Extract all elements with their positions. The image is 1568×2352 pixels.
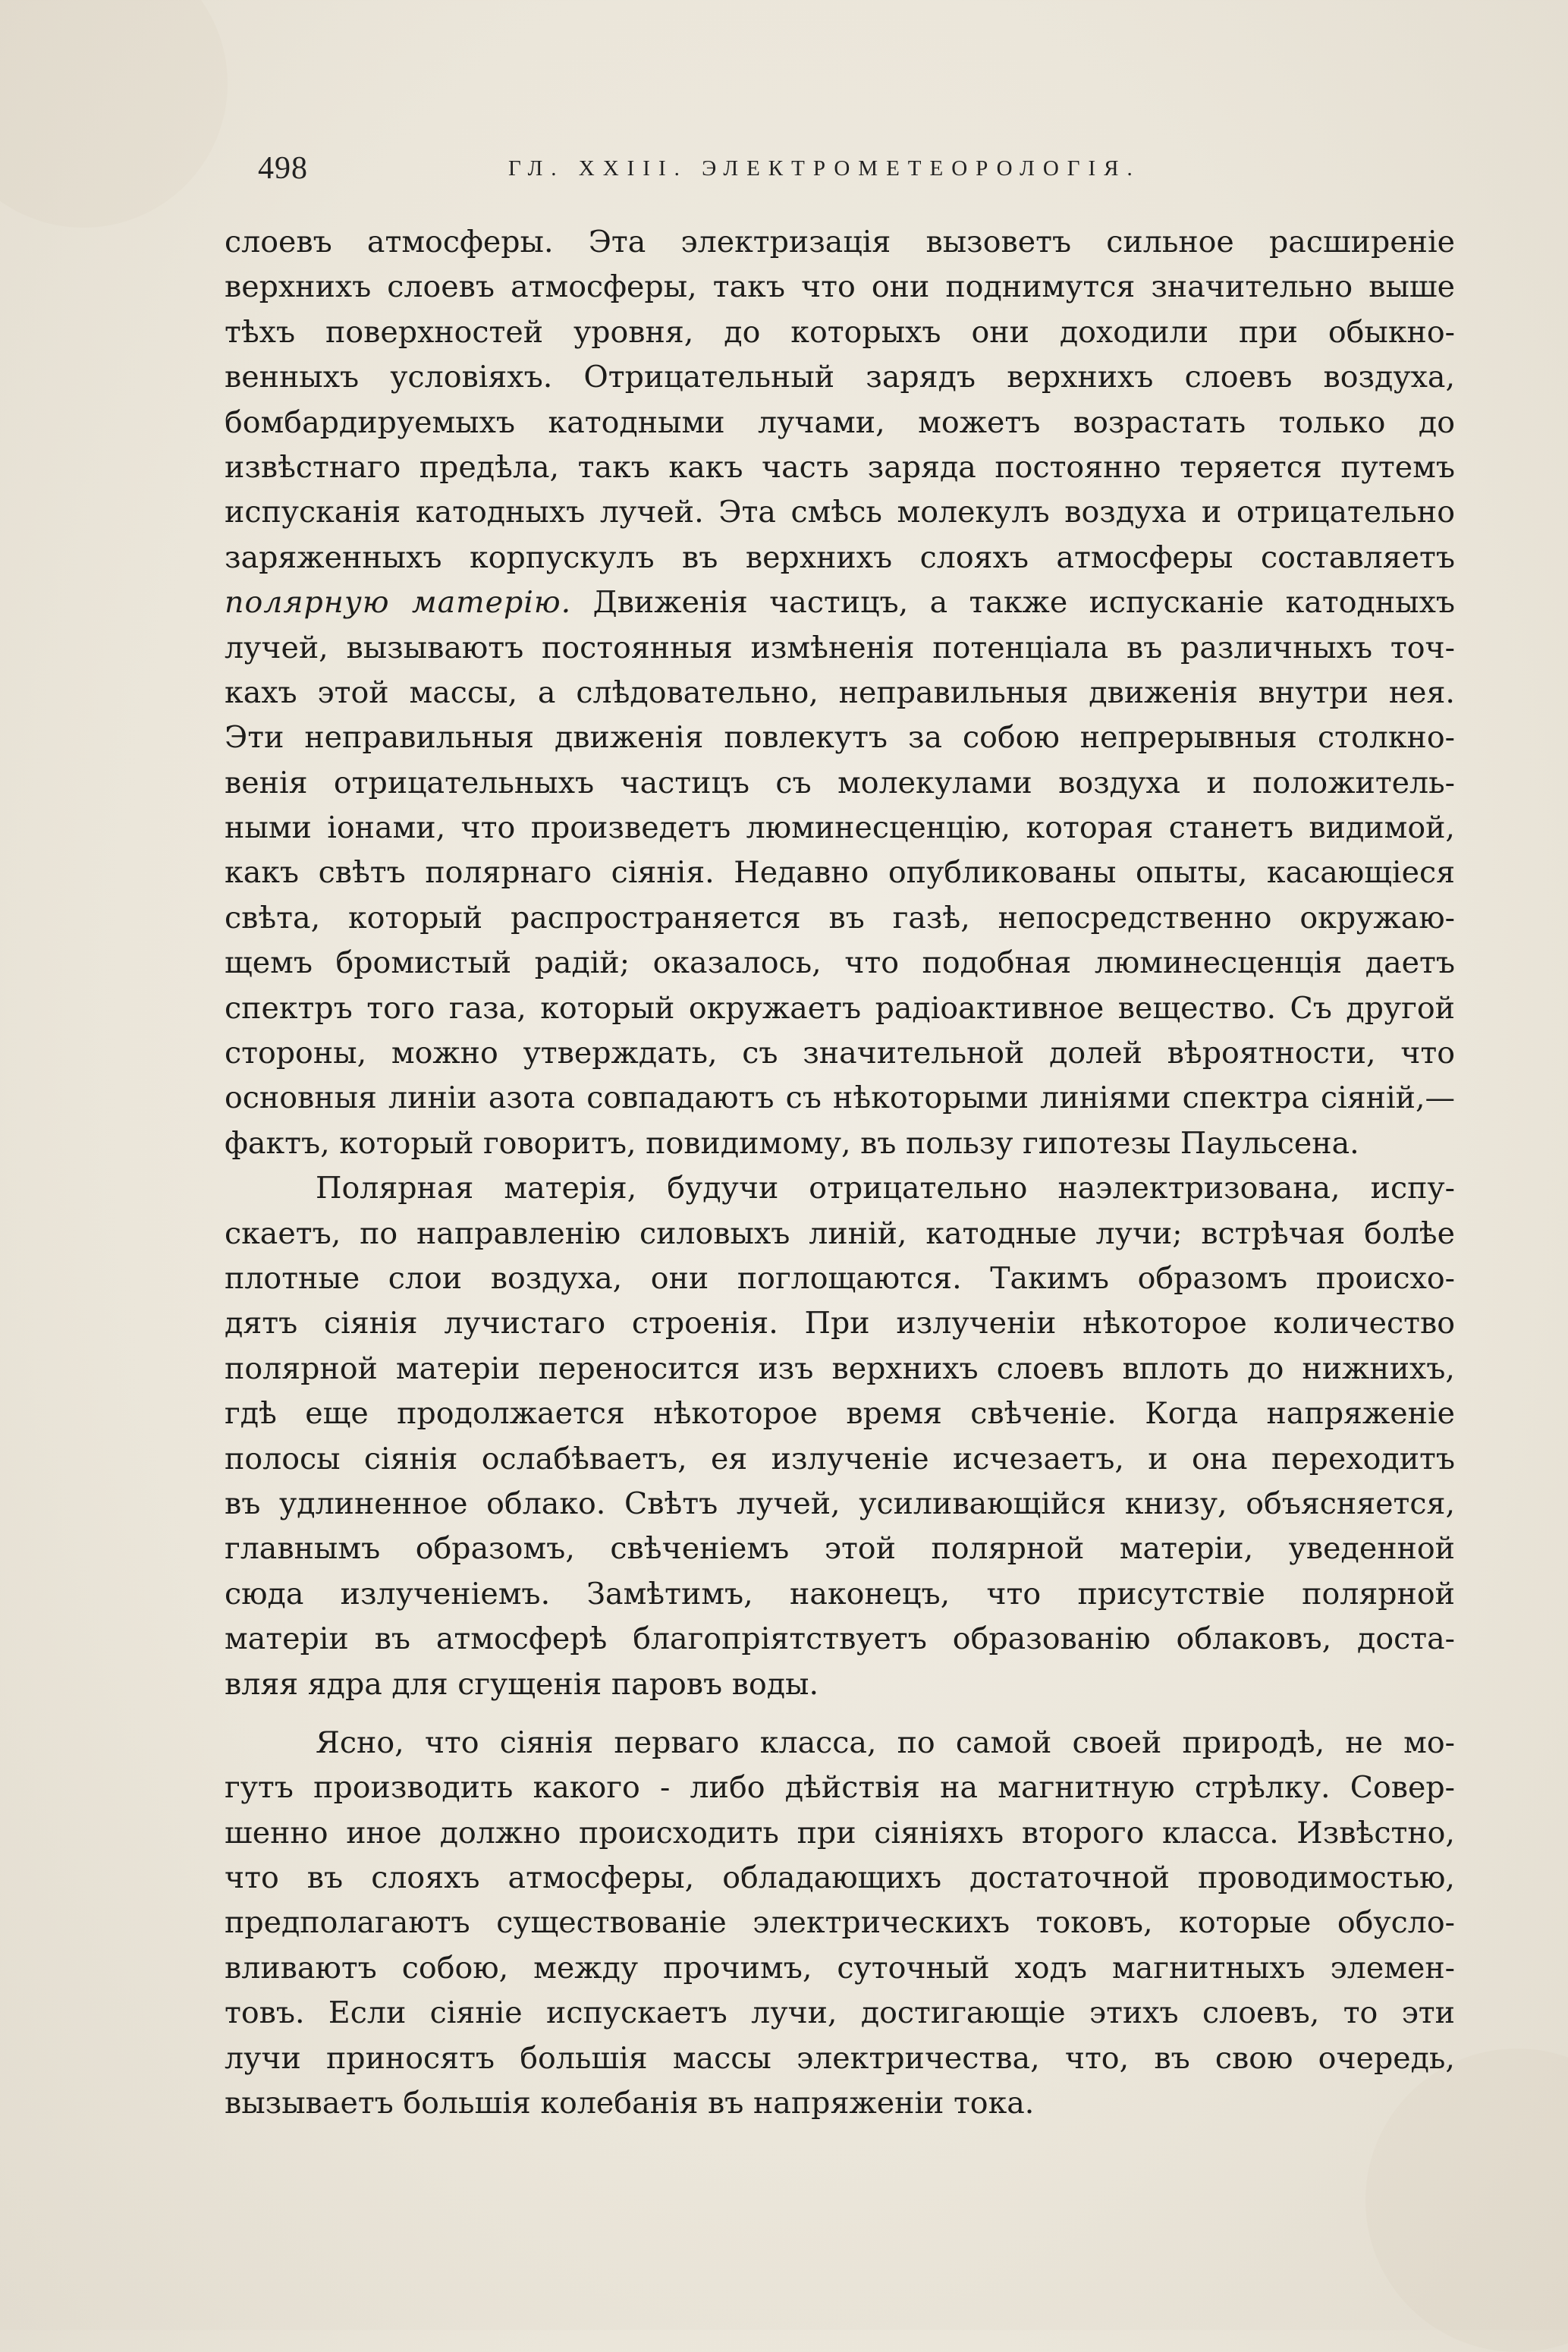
text-line: полярную матерію. Движенія частицъ, а также испусканіе катодныхъ [225,585,1455,621]
text-line: извѣстнаго предѣла, такъ какъ часть заряда постоянно теряется путемъ [225,449,1455,485]
text-line: вливаютъ собою, между прочимъ, суточный ходъ магнитныхъ элемен- [225,1950,1455,1986]
text-line: вызываетъ большія колебанія въ напряженіи тока. [225,2086,1035,2121]
body-text [225,220,1455,2126]
text-line: слоевъ атмосферы. Эта электризація вызоветъ сильное расширеніе [225,225,1455,259]
text-line: заряженныхъ корпускулъ въ верхнихъ слояхъ атмосферы составляетъ [225,539,1455,575]
text-line: предполагаютъ существованіе электрическихъ токовъ, которые обусло- [225,1905,1455,1941]
text-line: Полярная матерія, будучи отрицательно наэлектризована, испу- [316,1171,1455,1206]
text-line: какъ свѣтъ полярнаго сіянія. Недавно опубликованы опыты, касающіеся [225,855,1455,891]
text-line: въ удлиненное облако. Свѣтъ лучей, усиливающійся книзу, объясняется, [225,1486,1455,1521]
paragraph [225,1166,1455,1707]
text-line: венія отрицательныхъ частицъ съ молекулами воздуха и положитель- [225,765,1455,800]
text-line: гутъ производить какого - либо дѣйствія на магнитную стрѣлку. Совер- [225,1770,1455,1806]
text-line: дятъ сіянія лучистаго строенія. При излученіи нѣкоторое количество [225,1306,1455,1341]
text-line: шенно иное должно происходить при сіяніяхъ второго класса. Извѣстно, [225,1815,1455,1850]
text-line: полярной матеріи переносится изъ верхнихъ слоевъ вплоть до нижнихъ, [225,1351,1455,1386]
text-line: вляя ядра для сгущенія паровъ воды. [225,1666,819,1702]
text-line: верхнихъ слоевъ атмосферы, такъ что они поднимутся значительно выше [225,269,1455,305]
text-line: ными іонами, что произведетъ люминесценцію, которая станетъ видимой, [225,810,1455,846]
text-line: скаетъ, по направленію силовыхъ линій, катодные лучи; встрѣчая болѣе [225,1215,1455,1251]
text-line: тѣхъ поверхностей уровня, до которыхъ они доходили при обыкно- [225,314,1455,350]
text-line: лучи приносятъ большія массы электричества, что, въ свою очередь, [225,2040,1455,2076]
page-header [228,150,1455,196]
text-line: свѣта, который распространяется въ газѣ, непосредственно окружаю- [225,900,1455,935]
text-line: гдѣ еще продолжается нѣкоторое время свѣченіе. Когда напряженіе [225,1396,1455,1432]
paragraph [225,220,1455,1166]
text-line: матеріи въ атмосферѣ благопріятствуетъ образованію облаковъ, доста- [225,1621,1455,1657]
text-line: полосы сіянія ослабѣваетъ, ея излученіе исчезаетъ, и она переходитъ [225,1441,1455,1476]
text-line: что въ слояхъ атмосферы, обладающихъ достаточной проводимостью, [225,1860,1455,1896]
text-line: плотные слои воздуха, они поглощаются. Такимъ образомъ происхо- [225,1260,1455,1296]
text-line: основныя линіи азота совпадаютъ съ нѣкоторыми линіями спектра сіяній,— [225,1080,1455,1116]
text-line: фактъ, который говоритъ, повидимому, въ пользу гипотезы Паульсена. [225,1125,1359,1161]
text-line: стороны, можно утверждать, съ значительной долей вѣроятности, что [225,1036,1455,1071]
text-line: венныхъ условіяхъ. Отрицательный зарядъ верхнихъ слоевъ воздуха, [225,360,1455,395]
text-line: кахъ этой массы, а слѣдовательно, неправильныя движенія внутри нея. [225,674,1455,710]
text-line: щемъ бромистый радій; оказалось, что подобная люминесценція даетъ [225,945,1455,981]
page-number: 498 [258,151,308,186]
text-line: лучей, вызываютъ постоянныя измѣненія потенціала въ различныхъ точ- [225,630,1455,665]
text-line: Ясно, что сіянія перваго класса, по самой своей природѣ, не мо- [316,1725,1455,1760]
text-line: бомбардируемыхъ катодными лучами, можетъ возрастать только до [225,404,1455,440]
text-line: Эти неправильныя движенія повлекутъ за собою непрерывныя столкно- [225,720,1455,756]
running-head: ГЛ. XXIII. ЭЛЕКТРОМЕТЕОРОЛОГІЯ. [508,156,1141,181]
text-line: товъ. Если сіяніе испускаетъ лучи, достигающіе этихъ слоевъ, то эти [225,1995,1455,2031]
text-line: испусканія катодныхъ лучей. Эта смѣсь молекулъ воздуха и отрицательно [225,495,1455,530]
italic-term: полярную матерію. [225,585,572,621]
text-line: спектръ того газа, который окружаетъ радіоактивное вещество. Съ другой [225,990,1455,1026]
text-line: главнымъ образомъ, свѣченіемъ этой полярной матеріи, уведенной [225,1531,1455,1567]
paper-shading [0,0,228,228]
paragraph [225,1721,1455,2127]
text-line: сюда излученіемъ. Замѣтимъ, наконецъ, что присутствіе полярной [225,1576,1455,1611]
paragraph-gap [225,1707,1455,1721]
